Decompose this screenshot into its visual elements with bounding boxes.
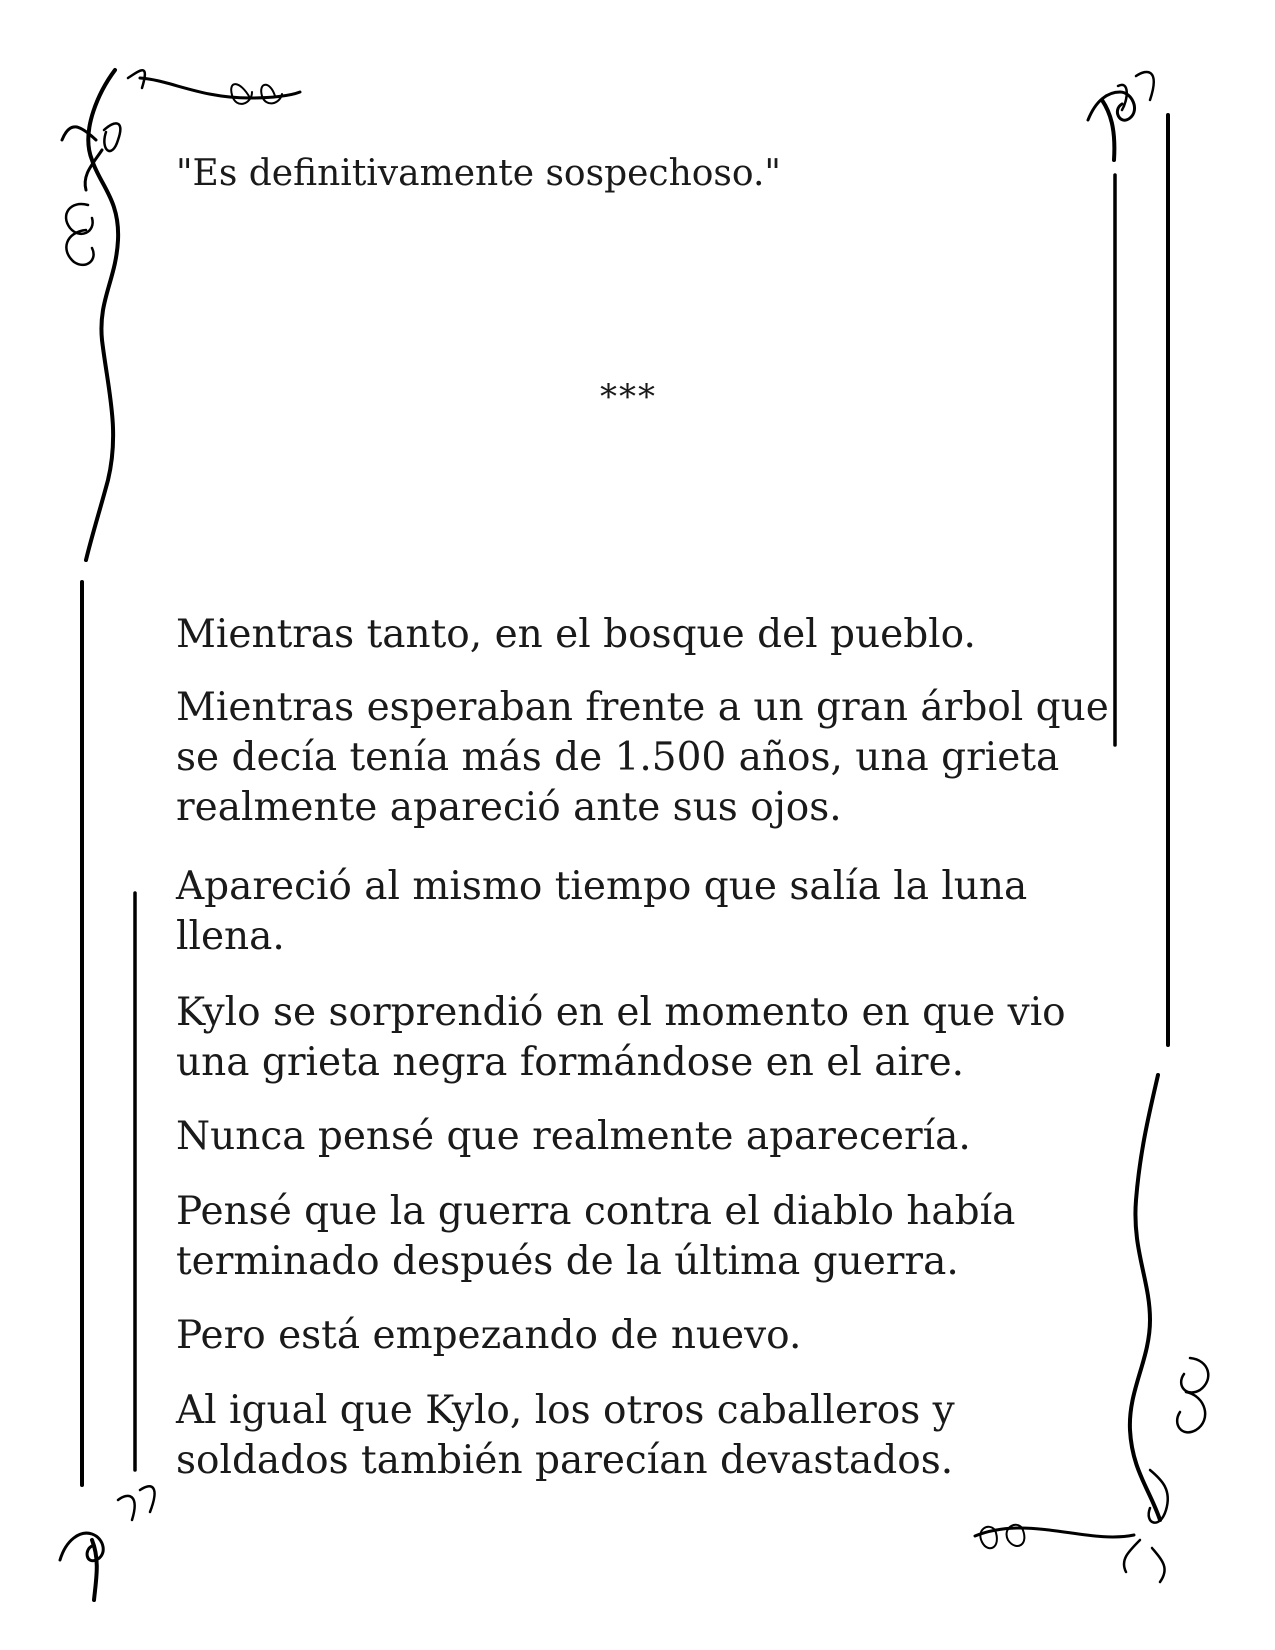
paragraph — [176, 988, 1066, 1088]
corner-flourish-bottom-right-icon — [975, 1075, 1208, 1582]
paragraph — [176, 683, 1109, 833]
paragraph-line: una grieta negra formándose en el aire. — [176, 1040, 965, 1085]
paragraph-line: Pero está empezando de nuevo. — [176, 1313, 802, 1358]
paragraph-line: soldados también parecían devastados. — [176, 1438, 954, 1483]
paragraph-line: llena. — [176, 914, 285, 959]
paragraph-line: terminado después de la última guerra. — [176, 1239, 959, 1284]
paragraph — [176, 1386, 955, 1486]
scene-break-separator: *** — [600, 377, 657, 417]
paragraph — [176, 610, 976, 660]
paragraph — [176, 862, 1027, 962]
paragraph — [176, 1112, 971, 1162]
paragraph-line: Mientras tanto, en el bosque del pueblo. — [176, 612, 976, 657]
dialogue-line: "Es definitivamente sospechoso." — [176, 153, 781, 194]
corner-flourish-top-right-icon — [1088, 72, 1154, 160]
paragraph — [176, 1187, 1015, 1287]
paragraph-line: Nunca pensé que realmente aparecería. — [176, 1114, 971, 1159]
paragraph-line: realmente apareció ante sus ojos. — [176, 785, 842, 830]
paragraph-line: Apareció al mismo tiempo que salía la luna — [176, 864, 1028, 909]
paragraph — [176, 1311, 801, 1361]
corner-flourish-top-left-icon — [62, 70, 300, 560]
corner-flourish-bottom-left-icon — [60, 1486, 155, 1600]
paragraph-line: Al igual que Kylo, los otros caballeros y — [176, 1388, 955, 1433]
paragraph-line: Mientras esperaban frente a un gran árbol que — [176, 685, 1109, 730]
paragraph-line: Kylo se sorprendió en el momento en que vio — [176, 990, 1066, 1035]
paragraph-line: Pensé que la guerra contra el diablo había — [176, 1189, 1016, 1234]
paragraph-line: se decía tenía más de 1.500 años, una grieta — [176, 735, 1060, 780]
